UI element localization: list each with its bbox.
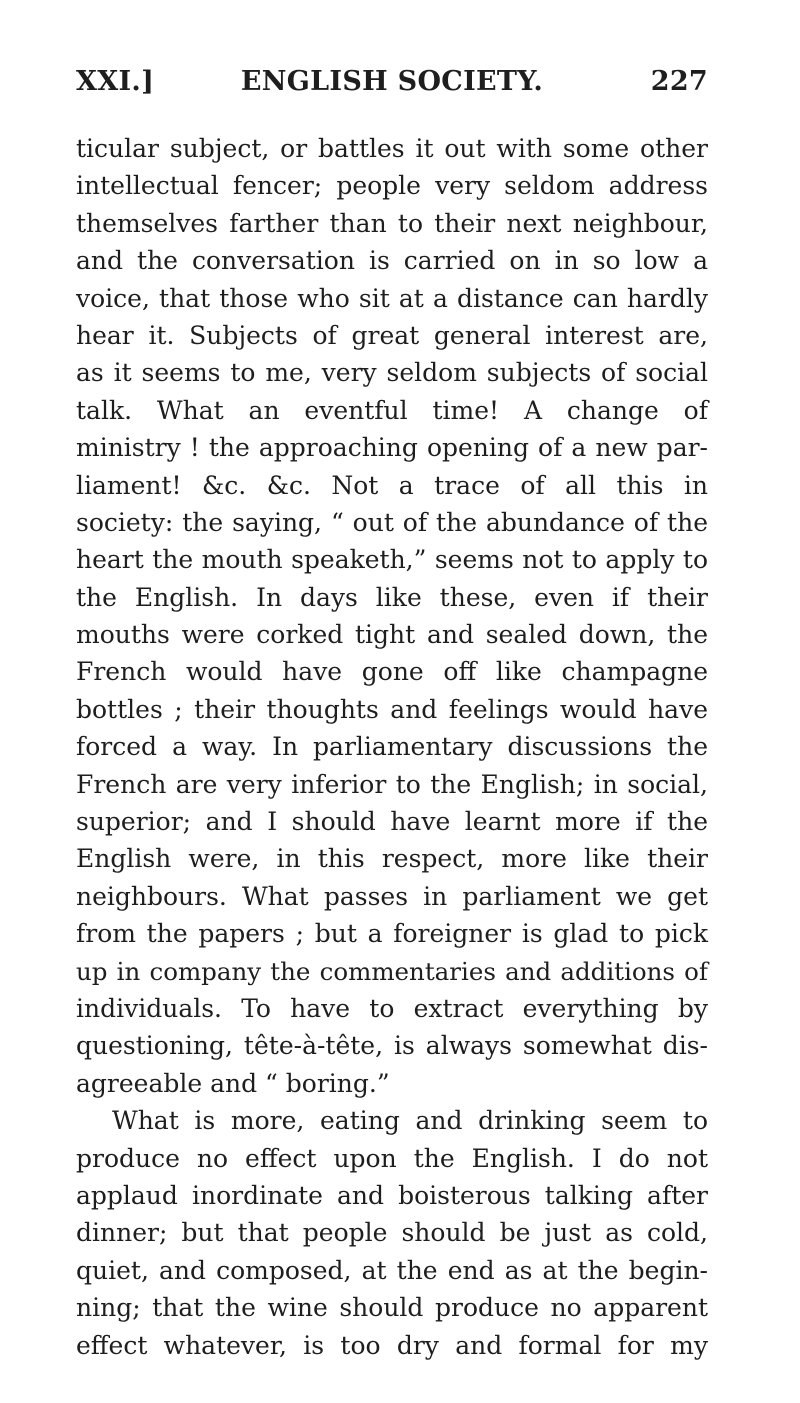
text-line: French would have gone off like champagne xyxy=(76,657,708,687)
text-line: mouths were corked tight and sealed down, the xyxy=(76,620,708,650)
text-line: up in company the commentaries and additions of xyxy=(76,956,708,986)
text-line: from the papers ; but a foreigner is glad to pick xyxy=(76,919,708,949)
text-line: forced a way. In parliamentary discussions the xyxy=(76,732,708,762)
running-head xyxy=(76,66,708,106)
text-line: French are very inferior to the English; in social, xyxy=(76,769,708,799)
text-line: dinner; but that people should be just as cold, xyxy=(76,1218,708,1248)
text-line: ticular subject, or battles it out with some other xyxy=(76,134,708,163)
text-line: as it seems to me, very seldom subjects of social xyxy=(76,358,708,388)
body-text xyxy=(76,130,708,1364)
chapter-marker: XXI.] xyxy=(76,66,155,97)
text-line: voice, that those who sit at a distance can hardly xyxy=(76,283,708,313)
text-line: liament! &c. &c. Not a trace of all this in xyxy=(76,470,708,500)
paragraph-start-line: What is more, eating and drinking seem to xyxy=(112,1106,708,1136)
text-line: the English. In days like these, even if their xyxy=(76,582,708,612)
text-line: ning; that the wine should produce no apparent xyxy=(76,1293,708,1323)
text-line: and the conversation is carried on in so low a xyxy=(76,246,708,276)
text-line: quiet, and composed, at the end as at the begin- xyxy=(76,1255,708,1285)
text-line: neighbours. What passes in parliament we get xyxy=(76,881,708,911)
text-line: bottles ; their thoughts and feelings would have xyxy=(76,694,708,724)
text-line: hear it. Subjects of great general interest are, xyxy=(76,320,708,350)
text-line: questioning, tête-à-tête, is always somewhat dis- xyxy=(76,1031,708,1061)
text-line: effect whatever, is too dry and formal for my xyxy=(76,1330,708,1360)
text-line: English were, in this respect, more like their xyxy=(76,844,708,874)
text-line: intellectual fencer; people very seldom address xyxy=(76,171,708,201)
text-line: talk. What an eventful time! A change of xyxy=(76,395,708,425)
page-number: 227 xyxy=(650,66,708,97)
text-line: superior; and I should have learnt more if the xyxy=(76,807,708,837)
paragraph-end-line: agreeable and “ boring.” xyxy=(76,1068,390,1098)
text-line: produce no effect upon the English. I do not xyxy=(76,1143,708,1173)
text-line: ministry ! the approaching opening of a new par- xyxy=(76,433,708,463)
text-line: society: the saying, “ out of the abundance of the xyxy=(76,507,708,537)
text-line: themselves farther than to their next neighbour, xyxy=(76,208,708,238)
running-title: ENGLISH SOCIETY. xyxy=(240,66,544,97)
text-line: individuals. To have to extract everything by xyxy=(76,993,708,1023)
text-line: applaud inordinate and boisterous talking after xyxy=(76,1180,708,1210)
text-line: heart the mouth speaketh,” seems not to apply to xyxy=(76,545,708,575)
